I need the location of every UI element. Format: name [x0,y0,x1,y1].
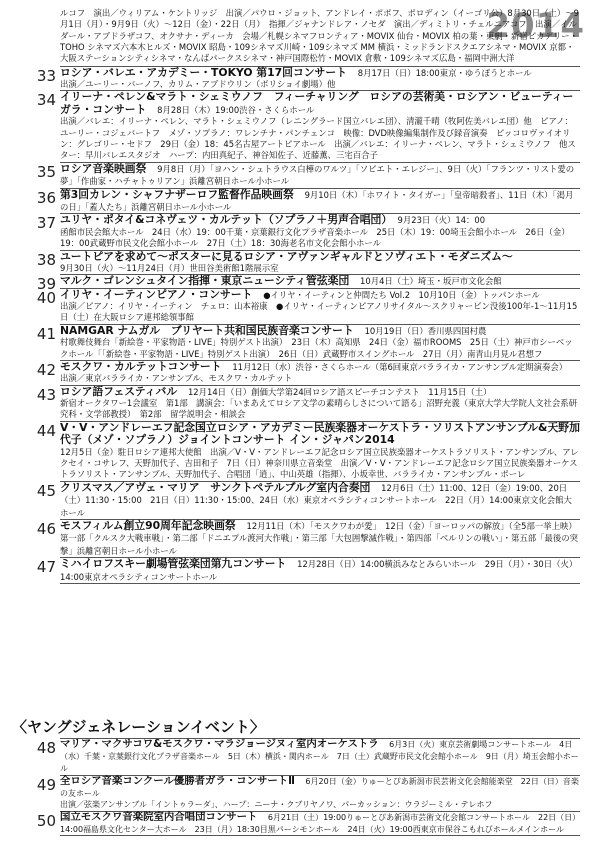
event-details: 12月5日（金）駐日ロシア連邦大使館 出演／V・V・アンドレーエフ記念ロシア国立民族楽器オーケストラソリスト・アンサンブル、アレクセイ・コサレフ、天野加代子、吉田和子 7日（日）神奈川県立音楽堂 出演／V・V・アンドレーエフ記念ロシア国立民族楽器オーケストラソリスト・アンサンブル、天野加代子、合唱団「逍」、中山英雄（指揮）、小坂幸世、バラライカ・アンサンブル・ポーレ [60,446,579,480]
young-generation-list [36,738,580,836]
event-title: 国立モスクワ音楽院室内合唱団コンサート [60,810,258,823]
event-entry [36,420,580,482]
event-number: 46 [36,519,56,538]
event-entry [36,557,580,584]
event-heading [60,325,580,337]
event-entry [36,480,580,520]
event-number: 44 [36,421,56,440]
event-details: 出演／ユーリー・バーノフ、カリム・アブドウリン（ボリショイ劇場）他 [60,79,336,90]
event-entry [36,65,580,92]
event-number: 47 [36,558,56,577]
event-title: ロシア・バレエ・アカデミー・TOKYO 第17回コンサート [60,65,347,79]
event-details: 函館市民会館大ホール 24日（水）19：00千葉・京葉銀行文化プラザ音楽ホール 25日（木）19：00埼玉会館小ホール 26日（金）19：00武蔵野市民文化会館小ホール 27日（土）18：30海老名市文化会館小ホール [60,226,570,249]
event-entry [36,90,580,162]
event-heading [60,739,580,775]
event-number: 48 [36,739,56,757]
event-title: ミハイロフスキー劇場管弦楽団第九コンサート [60,557,287,571]
event-number: 42 [36,360,56,379]
event-title: ロシア語フェスティバル [60,384,178,398]
event-heading [60,812,580,836]
event-number: 50 [36,811,56,830]
event-number: 34 [36,91,56,110]
event-title: イリヤ・イーティンピアノ・コンサート [60,287,253,301]
event-title: モスクワ・カルテットコンサート [60,359,222,373]
event-details: 出演／東京バラライカ・アンサンブル、モスクワ・カルテット [60,373,293,384]
event-title: クリスマス／アヴェ・マリア サンクトペテルブルグ室内合奏団 [60,480,371,494]
event-title: イリーナ・ペレン&マラト・シェミウノフ フィーチャリング ロシアの芸術美・ロシアン・ビューティーガラ・コンサート [60,90,574,116]
event-title: ユートピアを求めて〜ポスターに見るロシア・アヴァンギャルドとソヴィエト・モダニズム〜 [60,249,513,263]
event-title: マルク・ゴレンシュタイン指揮・東京ニューシティ管弦楽団 [60,274,350,288]
event-heading [60,91,580,116]
event-entry [36,249,580,276]
event-number: 33 [36,66,56,85]
event-schedule: 9月23日（火）14：00 [397,215,486,226]
event-title: ロシア音楽映画祭 [60,161,147,175]
event-heading [60,482,580,519]
event-schedule: 6月20日（金）りゅーとぴあ新潟市民芸術文化会館能楽堂 22日（日）音楽の友ホール [60,776,579,798]
event-schedule: 9月8日（月）「ヨハン・シュトラウス白樺のワルツ」「ソビエト・エレジー」、9日（火）「フランツ・リスト愛の夢」「作曲家・ハチャトゥリアン」浜離宮朝日ホール小ホール [60,163,575,187]
event-entry [36,774,580,812]
event-schedule: 6月3日（火）東京芸術劇場コンサートホール 4日（水）千葉・京葉銀行文化プラザ音楽ホール 5日（木）横浜・関内ホール 7日（土）武蔵野市民文化会館小ホール 9日（月）埼玉会館小ホール [60,740,579,773]
event-heading [60,275,580,287]
event-title: モスフィルム創立90周年記念映画祭 [60,518,236,532]
event-heading [60,214,580,226]
section-title: 〈ヤングジェネレーションイベント〉 [12,718,265,736]
event-schedule: 8月17日（日）18:00東京・ゆうぽうとホール [357,67,532,78]
event-schedule: 11月12日（水）渋谷・さくらホール（第6回東京バラライカ・アンサンブル定期演奏会） [232,361,568,372]
event-schedule: 9月10日（木）「ホワイト・タイガー」「皇帝暗殺者」、11日（木）「渇月の日」「蓋人たち」浜離宮朝日ホール小ホール [60,189,574,212]
event-title: 第3回カレン・シャフナザーロフ監督作品映画祭 [60,187,294,201]
event-number: 43 [36,385,56,404]
event-entry [36,213,580,250]
event-details: 出演／弦楽アンサンブル「イントゥラーダ」、ハープ：ニーナ・クブリヤノワ、パーカッション：ウラジーミル・テレホフ [60,799,493,809]
event-number: 35 [36,162,56,181]
event-heading [60,189,580,214]
event-title: V・V・アンドレーエフ記念国立ロシア・アカデミー民族楽器オーケストラ・ソリストアンサンブル&天野加代子（メゾ・ソプラノ）ジョイントコンサート イン・ジャパン2014 [60,420,580,447]
event-heading [60,67,580,79]
year-label: 2014 [486,6,585,46]
event-entry [36,384,580,422]
event-schedule: 10月4日（土）埼玉・坂戸市文化会館 [360,276,502,287]
event-schedule: 12月28日（日）14:00横浜みなとみらいホール 29日（月）・30日（火）14:00東京オペラシティコンサートホール [60,559,578,582]
continuation-text: ルコフ 演出／ウィリアム・ケントリッジ 出演／パウロ・ジョット、アンドレイ・ポポフ、ポロディン（イーゴリ公）8月30日（土）〜9月1日（月）・9月9日（火）〜12日（金）・22日（月） 指揮／ジャナンドレア・ノセダ 演出／ディミトリ・チェルニアコフ 出演／イルダール・アブドラザコフ、オクサナ・ディーカ 会場／札幌シネマフロンティア・MOVIX 仙台・MOVIX 柏の葉・東劇・新宿ピカデリー・TOHO シネマズ六本木ヒルズ・MOVIX 昭島・109シネマズ川崎・109シネマズ MM 横浜・ミッドランドスクエアシネマ・MOVIX 京都・大阪ステーションシティシネマ・なんばパークスシネマ・神戸国際松竹・MOVIX 倉敷・109シネマズ広島・福岡中洲大洋 [60,8,580,67]
event-schedule: ●イリヤ・イーティンと仲間たち Vol.2 10月10日（金）トッパンホール [263,289,540,300]
event-schedule: 10月19日（日）香川県四国村農 [364,325,487,336]
event-heading [60,520,580,557]
event-details: 9月30日（火）〜11月24日（月）世田谷美術館1階展示室 [60,262,279,273]
event-entry [36,518,580,558]
event-schedule: 12月6日（土）11:00、12日（金）19:00、20日（土）11:30・15:00 21日（日）11:30・15:00、24日（水）東京オペラシティコンサートホール 22日（月）14:00東京文化会館大ホール [60,482,572,518]
event-entry [36,738,580,776]
event-title: ユリヤ・ポタイ&コネヴェツ・カルテット（ソプラノ＋男声合唱団） [60,213,387,227]
event-details: 村歌舞伎舞台「新絵巻・平家物語・LIVE」特別ゲスト出演） 23日（木）高知県 24日（金）福市ROOMS 25日（土）神戸市シーベックホール「「新絵巻・平家物語・LIVE」特別ゲスト出演） 26日（日）武蔵野市スイングホール 27日（月）南青山月見ル君想フ [60,337,573,359]
event-title: マリア・マクサコワ&モスクワ・マラジョージヌィ室内オーケストラ [60,738,379,750]
event-entry [36,323,580,361]
event-schedule: 12月11日（木）「モスクワわが愛」 12日（金）「ヨーロッパの解放」（全5部一挙上映）第一部「クルスク大戦車戦」・第二部「ドニエプル渡河大作戦」・第三部「大包囲撃滅作戦」・第四部「ベルリンの戦い」・第五部「最後の突撃」浜離宮朝日ホール小ホール [60,520,579,556]
event-schedule: 6月21日（土）19:00りゅーとぴあ新潟市芸術文化会館コンサートホール 22日（日）14:00福島県文化センター大ホール 23日（月）18:30目黒パーシモンホール 24日（火）19:00西東京市保谷こもれびホールメインホール [60,812,577,834]
event-heading [60,361,580,373]
event-heading [60,163,580,188]
event-heading [60,422,580,447]
event-heading [60,776,580,800]
event-heading [60,558,580,583]
event-list [36,8,580,584]
event-heading [60,251,580,263]
event-heading [60,289,580,301]
event-entry [36,810,580,837]
event-details: 出演／バレエ：イリーナ・ペレン、マラト・シェミウノフ（レニングラード国立バレエ団）、清瀧千晴（牧阿佐美バレエ団）他 ピアノ：ユーリー・コジェバートフ メゾ・ソプラノ：ワレンチナ・パンチェンコ 映像：DVD映像編集制作及び録音演奏 ピッコロヴァイオリン：グレゴリー・セドフ 29日（金）18：45名古屋アートピアホール 出演／バレエ：イリーナ・ペレン、マラト・シェミウノフ 他スター：早川バレエスタジオ ハープ：内田真紀子、神谷知佐子、近藤薫、三宅百合子 [60,116,576,161]
event-number: 41 [36,324,56,343]
event-entry [36,359,580,386]
event-title: 全ロシア音楽コンクール優勝者ガラ・コンサートⅡ [60,774,296,787]
event-heading [60,386,580,398]
event-number: 37 [36,214,56,233]
event-schedule: 12月14日（日）創価大学第24回ロシア語スピーチコンテスト 11月15日（土） [187,386,492,397]
event-details: 出演／ピアノ：イリヤ・イーティン チェロ：山本裕康 ●イリヤ・イーティンピアノリサイタル〜スクリャービン没後100年-1〜11月15日（土）在大阪ロシア連邦総領事館 [60,301,578,323]
event-schedule: 8月28日（木）19:00渋谷・さくらホール [157,104,315,115]
event-entry [36,161,580,189]
event-details: 新宿オークタワー1会議室 第1部 講演会：「いまあえてロシア文学の素晴らしさについて語る」沼野充義（東京大学大学院人文社会系研究科・文学部教授） 第2部 留学説明会・相談会 [60,398,577,420]
event-entry [36,287,580,325]
event-title: NAMGAR ナムガル ブリヤート共和国民族音楽コンサート [60,323,354,337]
event-entry [36,187,580,215]
event-number: 40 [36,288,56,307]
event-number: 36 [36,188,56,207]
event-number: 39 [36,275,56,294]
event-number: 38 [36,250,56,269]
event-number: 45 [36,481,56,500]
event-number: 49 [36,775,56,794]
